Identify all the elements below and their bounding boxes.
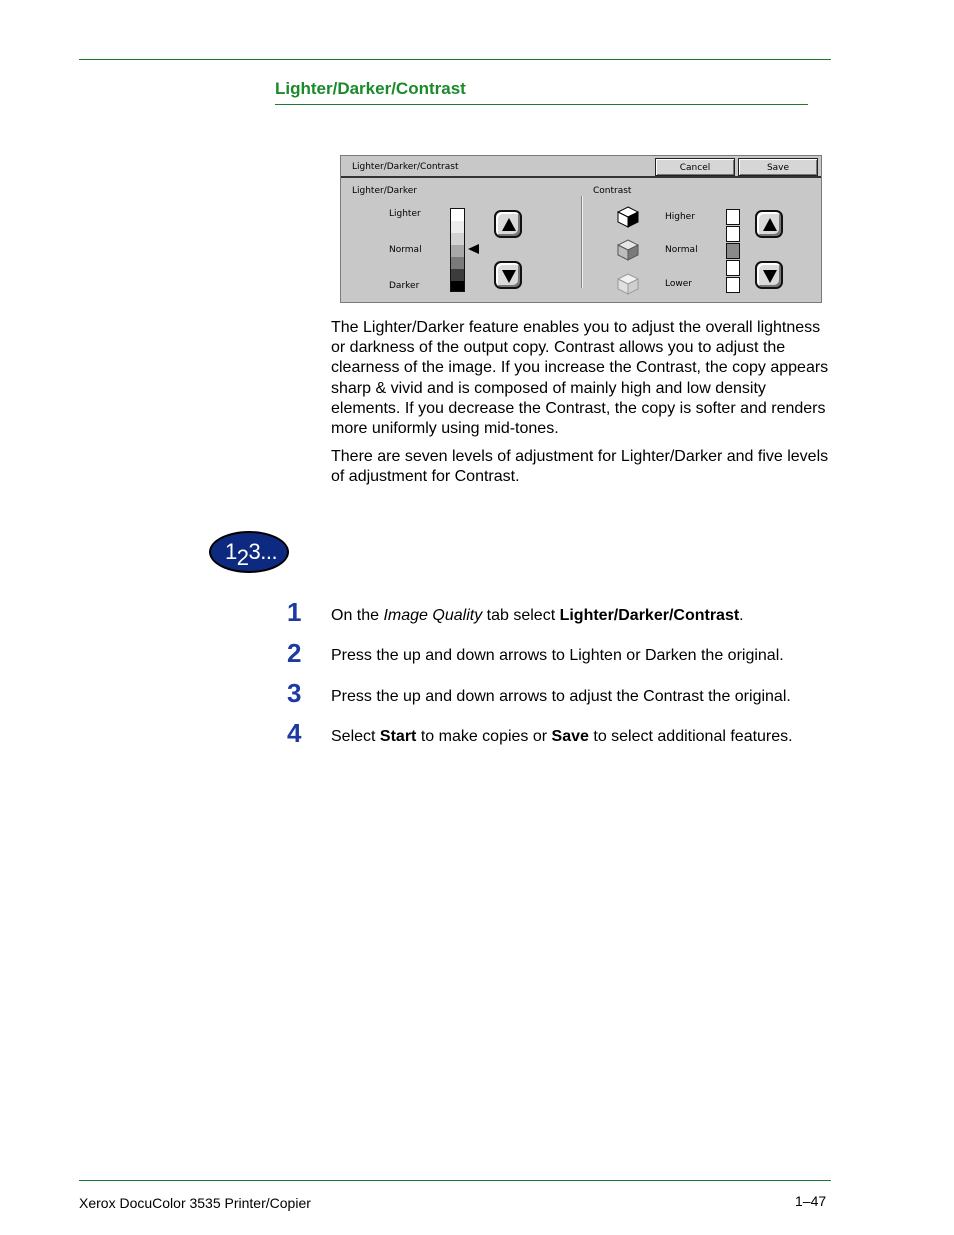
header-rule: [79, 59, 831, 60]
contrast-level-1: [726, 209, 740, 225]
contrast-level-3-selected: [726, 243, 740, 259]
lighter-up-button[interactable]: [494, 210, 522, 238]
contrast-level-2: [726, 226, 740, 242]
step-number: 4: [287, 718, 302, 748]
lighter-darker-heading: Lighter/Darker: [352, 186, 418, 196]
down-arrow-icon: [501, 268, 517, 284]
lower-label: Lower: [665, 279, 692, 289]
section-title: Lighter/Darker/Contrast: [275, 79, 466, 98]
step-text: Press the up and down arrows to Lighten or Darken the original.: [331, 647, 784, 664]
save-button[interactable]: Save: [738, 158, 818, 176]
tone-level-5: [451, 257, 464, 269]
lighter-darker-scale: [450, 208, 465, 292]
screen-title: Lighter/Darker/Contrast: [352, 162, 459, 172]
contrast-level-5: [726, 277, 740, 293]
footer-product-name: Xerox DocuColor 3535 Printer/Copier: [79, 1195, 311, 1211]
step-text: Select Start to make copies or Save to select additional features.: [331, 728, 793, 745]
higher-contrast-cube-icon: [617, 206, 639, 228]
step-text: On the Image Quality tab select Lighter/Darker/Contrast.: [331, 607, 744, 624]
cancel-button[interactable]: Cancel: [655, 158, 735, 176]
contrast-heading: Contrast: [593, 186, 632, 196]
contrast-level-4: [726, 260, 740, 276]
tone-level-6: [451, 269, 464, 281]
lighter-darker-contrast-screen: [340, 155, 822, 303]
step-number: 2: [287, 638, 302, 668]
step-number: 3: [287, 678, 302, 708]
contrast-up-button[interactable]: [755, 210, 783, 238]
higher-label: Higher: [665, 212, 695, 222]
footer-rule: [79, 1180, 831, 1181]
darker-down-button[interactable]: [494, 261, 522, 289]
tone-level-7: [451, 281, 464, 291]
step-text: Press the up and down arrows to adjust the Contrast the original.: [331, 688, 791, 705]
tone-level-4: [451, 245, 464, 257]
lower-contrast-cube-icon: [617, 273, 639, 295]
levels-paragraph: There are seven levels of adjustment for Lighter/Darker and five levels of adjustment for Contrast.: [331, 448, 829, 486]
page-number: 1–47: [795, 1193, 827, 1209]
step-number: 1: [287, 597, 302, 627]
tone-level-3: [451, 233, 464, 245]
steps-badge-icon: [209, 531, 289, 573]
normal-contrast-cube-icon: [617, 239, 639, 261]
down-arrow-icon: [762, 268, 778, 284]
selected-level-pointer-icon: [468, 244, 480, 254]
tone-level-1: [451, 209, 464, 221]
darker-label: Darker: [389, 281, 420, 291]
up-arrow-icon: [501, 217, 517, 233]
section-divider: [581, 196, 583, 288]
lighter-label: Lighter: [389, 209, 421, 219]
badge-text: 123...: [225, 539, 278, 570]
tone-level-2: [451, 221, 464, 233]
description-paragraph: The Lighter/Darker feature enables you to adjust the overall lightness or darkness of the output copy. Contrast allows you to adjust the clearness of the image. If you increase the Contrast, the copy appears sharp & vivid and is composed of mainly high and low density elements. If you decrease the Contrast, the copy is softer and renders more uniformly using mid-tones.: [331, 319, 829, 438]
contrast-normal-label: Normal: [665, 245, 698, 255]
contrast-down-button[interactable]: [755, 261, 783, 289]
normal-label: Normal: [389, 245, 422, 255]
up-arrow-icon: [762, 217, 778, 233]
screen-title-bar: [341, 156, 821, 178]
section-title-rule: [275, 104, 808, 105]
